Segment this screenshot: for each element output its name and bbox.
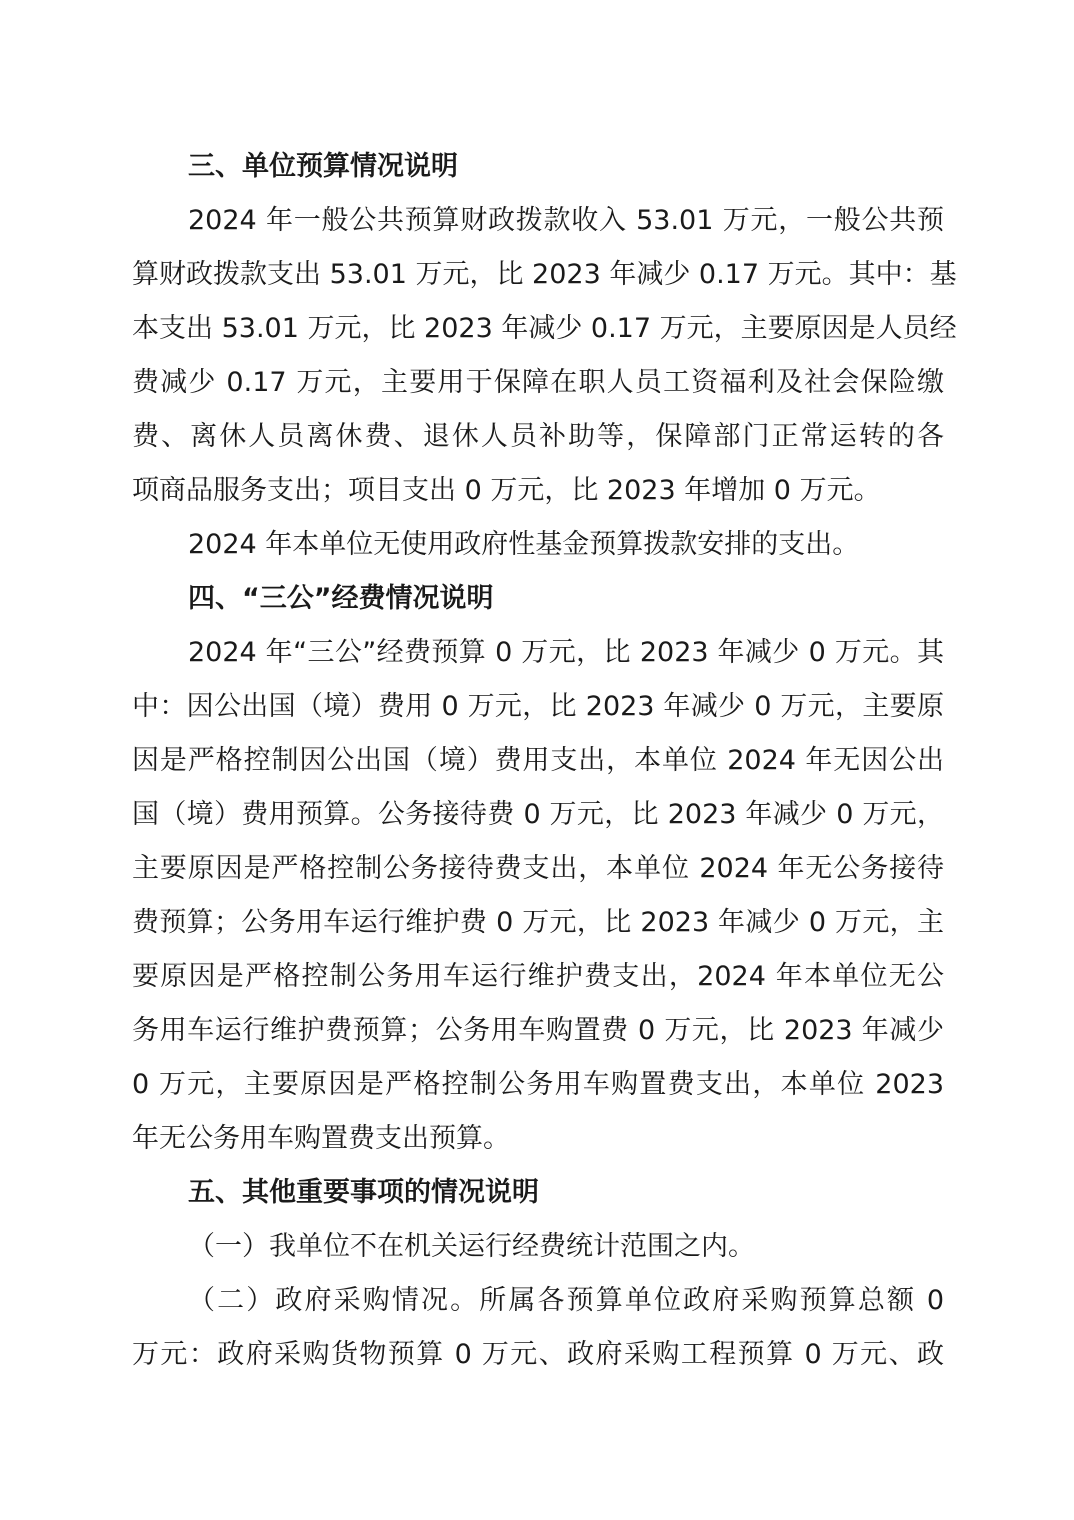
paragraph-fund-budget bbox=[132, 518, 944, 572]
paragraph-three-public-expenses bbox=[132, 626, 944, 1166]
text-line: 本支出 53.01 万元，比 2023 年减少 0.17 万元，主要原因是人员经 bbox=[132, 313, 957, 344]
text-line: 要原因是严格控制公务用车运行维护费支出，2024 年本单位无公 bbox=[132, 961, 944, 992]
text-line: 因是严格控制因公出国（境）费用支出，本单位 2024 年无因公出 bbox=[132, 745, 944, 776]
paragraph-budget-income bbox=[132, 194, 957, 518]
text-line: 主要原因是严格控制公务接待费支出，本单位 2024 年无公务接待 bbox=[132, 853, 944, 884]
text-line: 0 万元，主要原因是严格控制公务用车购置费支出，本单位 2023 bbox=[132, 1069, 944, 1100]
section-heading-three-public: 四、“三公”经费情况说明 bbox=[188, 583, 494, 614]
paragraph-government-procurement bbox=[132, 1274, 944, 1382]
text-line: 国（境）费用预算。公务接待费 0 万元，比 2023 年减少 0 万元， bbox=[132, 799, 944, 830]
text-line: 2024 年“三公”经费预算 0 万元，比 2023 年减少 0 万元。其 bbox=[188, 637, 944, 668]
text-line: （二）政府采购情况。所属各预算单位政府采购预算总额 0 bbox=[188, 1285, 944, 1316]
text-line: 算财政拨款支出 53.01 万元，比 2023 年减少 0.17 万元。其中：基 bbox=[132, 259, 957, 290]
text-line: 务用车运行维护费预算；公务用车购置费 0 万元，比 2023 年减少 bbox=[132, 1015, 944, 1046]
text-line: 费、离休人员离休费、退休人员补助等，保障部门正常运转的各 bbox=[132, 421, 944, 452]
section-heading-other-matters: 五、其他重要事项的情况说明 bbox=[188, 1177, 539, 1208]
text-line: 2024 年本单位无使用政府性基金预算拨款安排的支出。 bbox=[188, 529, 860, 560]
text-line: 项商品服务支出；项目支出 0 万元，比 2023 年增加 0 万元。 bbox=[132, 475, 881, 506]
text-line: 费减少 0.17 万元，主要用于保障在职人员工资福利及社会保险缴 bbox=[132, 367, 944, 398]
section-heading-budget: 三、单位预算情况说明 bbox=[188, 151, 458, 182]
text-line: 万元：政府采购货物预算 0 万元、政府采购工程预算 0 万元、政 bbox=[132, 1339, 944, 1370]
text-line: 2024 年一般公共预算财政拨款收入 53.01 万元，一般公共预 bbox=[188, 205, 944, 236]
text-line: 费预算；公务用车运行维护费 0 万元，比 2023 年减少 0 万元，主 bbox=[132, 907, 944, 938]
paragraph-operating-expenses bbox=[132, 1220, 944, 1274]
text-line: （一）我单位不在机关运行经费统计范围之内。 bbox=[188, 1231, 755, 1262]
document-page bbox=[132, 140, 957, 1382]
text-line: 中：因公出国（境）费用 0 万元，比 2023 年减少 0 万元，主要原 bbox=[132, 691, 944, 722]
text-line: 年无公务用车购置费支出预算。 bbox=[132, 1123, 510, 1154]
